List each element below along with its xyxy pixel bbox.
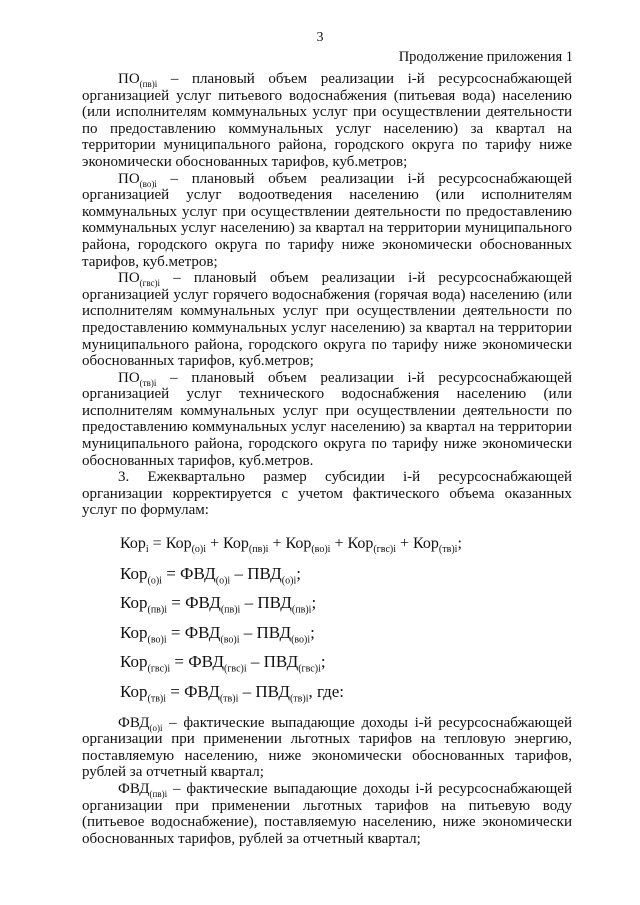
formula-subscript: (гвс)i <box>223 663 247 675</box>
formula-kor-tv <box>82 682 572 705</box>
definition-text: – плановый объем реализации i-й ресурсоснабжающей организацией услуг горячего водоснабжения (горячая вода) населению (или исполнителям коммунальных услуг при осуществлении деятельности по предоставлению коммунальных услуг населению) за квартал на территории муниципального района, городского округа по тарифу ниже экономически обоснованных тарифов, куб.метров; <box>82 270 572 370</box>
definition-po-vo <box>82 171 572 271</box>
formula-operator: + <box>268 535 286 553</box>
formula-operator: – <box>238 682 256 701</box>
formula-subscript: (о)i <box>191 544 207 556</box>
symbol: ФВД <box>118 714 150 731</box>
formula-end: ; <box>296 563 301 583</box>
formula-subscript: (тв)i <box>147 693 167 705</box>
formula-subscript: (гвс)i <box>373 544 396 556</box>
formula-end: , где: <box>308 682 345 701</box>
formula-subscript: (тв)i <box>289 693 309 705</box>
formula-end: ; <box>311 593 317 613</box>
formula-term: ПВД <box>257 593 292 613</box>
formula-subscript: (во)i <box>291 634 311 646</box>
formula-term: Кор <box>120 622 148 642</box>
definition-po-pv <box>82 71 572 171</box>
formula-end: ; <box>310 622 315 642</box>
definition-fvd-pv <box>82 781 572 847</box>
formula-term: ФВД <box>184 682 220 701</box>
symbol: ФВД <box>118 780 150 797</box>
formula-subscript: i <box>145 544 149 556</box>
formula-subscript: (тв)i <box>438 544 458 556</box>
formula-kor-pv <box>82 593 572 616</box>
formula-operator: – <box>240 593 258 613</box>
formula-term: Кор <box>120 593 148 613</box>
symbol-subscript: (пв)i <box>139 79 158 89</box>
formula-operator: – <box>246 652 264 672</box>
formula-operator: = <box>148 535 166 553</box>
formula-subscript: (пв)i <box>291 604 312 616</box>
definition-text: – плановый объем реализации i-й ресурсоснабжающей организацией услуг технического водоснабжения населению (или исполнителям коммунальных услуг при осуществлении деятельности по предоставлению коммунальных услуг населению) за квартал на территории муниципального района, городского округа по тарифу ниже экономически обоснованных тарифов, куб.метров. <box>82 369 572 469</box>
symbol-subscript: (во)i <box>139 178 157 189</box>
symbol: ПО <box>118 71 140 87</box>
symbol-subscript: (гвс)i <box>139 278 161 289</box>
symbol: ПО <box>118 270 140 287</box>
formula-kor-vo <box>82 622 572 646</box>
formula-term: Кор <box>165 535 192 553</box>
formula-subscript: (гвс)i <box>147 663 171 675</box>
formula-subscript: (о)i <box>281 575 297 587</box>
formula-term: ПВД <box>263 652 299 672</box>
point-3: 3. Ежеквартально размер субсидии i-й ресурсоснабжающей организации корректируется с учетом фактического объема оказанных услуг по формулам: <box>82 469 572 519</box>
formula-term: Кор <box>413 535 439 553</box>
symbol: ПО <box>118 170 140 187</box>
formula-term: Кор <box>347 535 374 553</box>
definition-fvd-o <box>82 715 572 781</box>
formula-operator: + <box>206 535 224 553</box>
formula-subscript: (пв)i <box>147 604 168 616</box>
formula-subscript: (пв)i <box>220 604 241 616</box>
page-number: 3 <box>316 30 324 45</box>
formula-term: ПВД <box>247 563 282 583</box>
formula-kor-gvs <box>82 652 572 675</box>
formula-operator: = <box>161 563 181 583</box>
formula-term: Кор <box>285 535 312 553</box>
symbol-subscript: (пв)i <box>149 788 168 799</box>
formula-operator: + <box>396 535 414 553</box>
formula-operator: = <box>170 652 189 672</box>
formula-subscript: (во)i <box>147 634 167 646</box>
definition-po-gvs <box>82 270 572 370</box>
formula-term: ФВД <box>188 652 224 672</box>
formula-subscript: (о)i <box>215 575 231 587</box>
definition-text: – фактические выпадающие доходы i-й ресурсоснабжающей организации при применении льготных тарифов на тепловую энергию, поставляемую населению, ниже экономически обоснованных тарифов, рублей за отчетный квартал; <box>82 714 572 781</box>
formula-subscript: (тв)i <box>219 693 239 705</box>
definition-text: – плановый объем реализации i-й ресурсоснабжающей организацией услуг питьевого водоснабжения (питьевая вода) населению (или исполнителям коммунальных услуг при осуществлении деятельности по предоставлению коммунальных услуг населению) за квартал на территории муниципального района, городского округа по тарифу ниже экономически обоснованных тарифов, куб.метров; <box>82 71 572 170</box>
formula-operator: – <box>239 622 257 642</box>
formula-term: ФВД <box>184 622 221 642</box>
formula-operator: = <box>166 622 185 642</box>
formula-operator: = <box>167 593 186 613</box>
symbol-subscript: (о)i <box>149 722 163 733</box>
definition-text: – плановый объем реализации i-й ресурсоснабжающей организацией услуг водоотведения населению (или исполнителям коммунальных услуг при осуществлении деятельности по предоставлению коммунальных услуг населению) за квартал на территории муниципального района, городского округа по тарифу ниже экономически обоснованных тарифов, куб.метров; <box>82 170 572 270</box>
formula-term: ПВД <box>256 622 292 642</box>
formula-operator: = <box>166 682 185 701</box>
formula-subscript: (о)i <box>147 575 162 587</box>
appendix-note: Продолжение приложения 1 <box>398 49 573 65</box>
formula-kor-o <box>82 563 572 587</box>
definition-text: – фактические выпадающие доходы i-й ресурсоснабжающей организации при применении льготных тарифов на питьевую воду (питьевое водоснабжение), поставляемую населению, ниже экономически обоснованных тарифов, рублей за отчетный квартал; <box>82 780 572 847</box>
formula-term: Кор <box>120 535 146 553</box>
formula-term: ФВД <box>185 593 221 613</box>
formula-end: ; <box>320 652 326 672</box>
formula-term: ПВД <box>255 682 290 701</box>
formula-subscript: (во)i <box>220 634 240 646</box>
formula-subscript: (во)i <box>311 544 331 556</box>
document-body <box>82 71 572 847</box>
definition-po-tv <box>82 370 572 470</box>
formula-term: ФВД <box>180 563 216 583</box>
formula-subscript: (гвс)i <box>298 663 321 675</box>
formula-end: ; <box>457 535 462 553</box>
formula-operator: – <box>230 563 248 583</box>
formula-term: Кор <box>223 535 249 553</box>
symbol-subscript: (тв)i <box>139 377 157 388</box>
formula-term: Кор <box>120 682 148 701</box>
formula-subscript: (пв)i <box>248 544 269 556</box>
formula-operator: + <box>330 535 348 553</box>
symbol: ПО <box>118 369 140 386</box>
formula-term: Кор <box>120 563 148 583</box>
formula-kor-total <box>82 535 572 556</box>
formula-term: Кор <box>120 652 148 672</box>
